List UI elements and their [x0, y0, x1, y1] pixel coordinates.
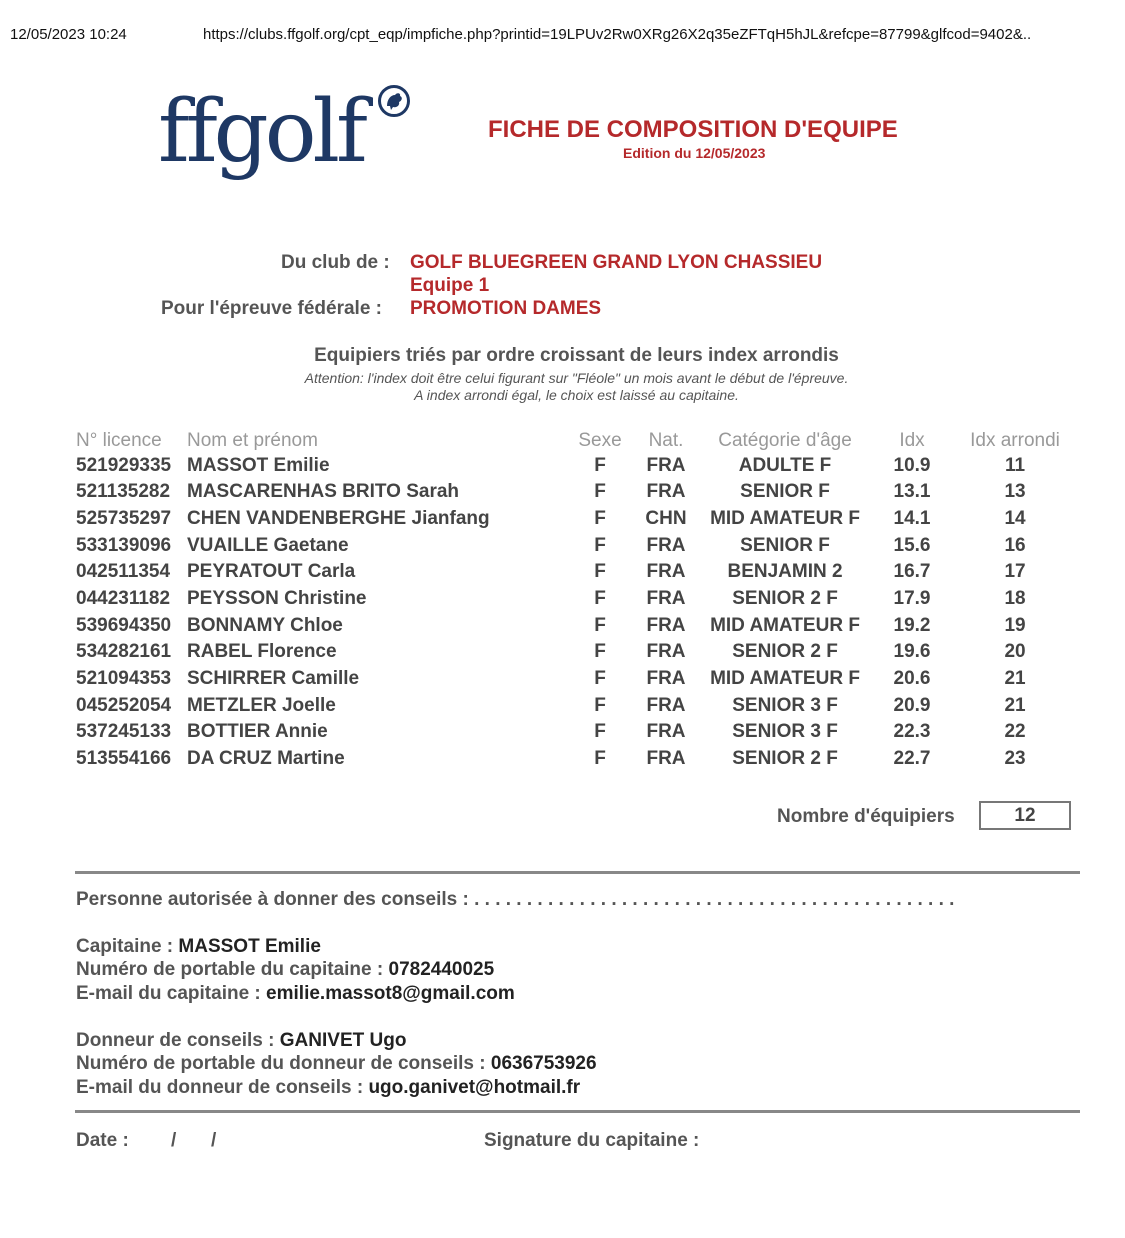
- player-name: MASCARENHAS BRITO Sarah: [187, 481, 460, 502]
- footer-divider: [75, 1110, 1080, 1113]
- licence-number: 539694350: [76, 615, 172, 636]
- captain-phone-label: Numéro de portable du capitaine :: [76, 959, 384, 980]
- captain-name: MASSOT Emilie: [178, 936, 321, 957]
- licence-number: 525735297: [76, 508, 172, 529]
- table-row: 534282161 RABEL Florence F FRA SENIOR 2 F 19.6 20: [76, 641, 1026, 662]
- player-name: PEYRATOUT Carla: [187, 561, 356, 582]
- player-name: MASSOT Emilie: [187, 455, 330, 476]
- coach-email-label: E-mail du donneur de conseils :: [76, 1077, 364, 1098]
- date-slash: /: [171, 1130, 177, 1151]
- coach-email: ugo.ganivet@hotmail.fr: [368, 1077, 581, 1098]
- advice-person-line: Personne autorisée à donner des conseils : . . . . . . . . . . . . . . . . . . . . . . . . . . . . . . . . . . . . . . . . . . . . . .: [76, 889, 955, 910]
- table-row: 513554166 DA CRUZ Martine F FRA SENIOR 2 F 22.7 23: [76, 748, 1026, 769]
- signature-label: Signature du capitaine :: [484, 1130, 700, 1151]
- coach-email-line: [76, 1077, 580, 1099]
- header-name: Nom et prénom: [187, 430, 318, 451]
- team-name: Equipe 1: [410, 275, 490, 296]
- date-label: Date :: [76, 1130, 129, 1151]
- player-count-value: 12: [979, 801, 1071, 830]
- tie-note: A index arrondi égal, le choix est laissé au capitaine.: [414, 387, 739, 403]
- table-row: 539694350 BONNAMY Chloe F FRA MID AMATEUR F 19.2 19: [76, 615, 1026, 636]
- edition-date: Edition du 12/05/2023: [623, 145, 766, 161]
- date-slash: /: [211, 1130, 217, 1151]
- coach-phone-label: Numéro de portable du donneur de conseils :: [76, 1053, 486, 1074]
- licence-number: 534282161: [76, 641, 172, 662]
- licence-number: 513554166: [76, 748, 172, 769]
- coach-name-label: Donneur de conseils :: [76, 1030, 275, 1051]
- event-label: Pour l'épreuve fédérale :: [161, 298, 382, 319]
- coach-name-line: [76, 1030, 406, 1052]
- table-row: 525735297 CHEN VANDENBERGHE Jianfang F CHN MID AMATEUR F 14.1 14: [76, 508, 1026, 529]
- licence-number: 521135282: [76, 481, 171, 502]
- licence-number: 521094353: [76, 668, 172, 689]
- print-datetime: 12/05/2023 10:24: [10, 26, 127, 43]
- captain-email: emilie.massot8@gmail.com: [266, 983, 515, 1004]
- club-name: GOLF BLUEGREEN GRAND LYON CHASSIEU: [410, 252, 823, 273]
- captain-email-line: [76, 983, 515, 1005]
- player-name: METZLER Joelle: [187, 695, 336, 716]
- coach-phone: 0636753926: [490, 1053, 597, 1074]
- player-name: RABEL Florence: [187, 641, 337, 662]
- table-row: 521135282 MASCARENHAS BRITO Sarah F FRA SENIOR F 13.1 13: [76, 481, 1026, 502]
- licence-number: 042511354: [76, 561, 171, 582]
- player-name: PEYSSON Christine: [187, 588, 367, 609]
- coach-phone-line: [76, 1053, 597, 1075]
- licence-number: 044231182: [76, 588, 171, 609]
- licence-number: 537245133: [76, 721, 172, 742]
- player-name: CHEN VANDENBERGHE Jianfang: [187, 508, 490, 529]
- captain-phone-line: [76, 959, 494, 981]
- table-row: 521929335 MASSOT Emilie F FRA ADULTE F 10.9 11: [76, 455, 1026, 476]
- captain-phone: 0782440025: [388, 959, 495, 980]
- licence-number: 533139096: [76, 535, 172, 556]
- document-title: FICHE DE COMPOSITION D'EQUIPE: [488, 116, 898, 143]
- section-divider: [75, 871, 1080, 874]
- captain-email-label: E-mail du capitaine :: [76, 983, 261, 1004]
- player-name: DA CRUZ Martine: [187, 748, 345, 769]
- player-name: SCHIRRER Camille: [187, 668, 360, 689]
- header-licence: N° licence: [76, 430, 162, 451]
- table-row: 044231182 PEYSSON Christine F FRA SENIOR 2 F 17.9 18: [76, 588, 1026, 609]
- captain-name-label: Capitaine :: [76, 936, 174, 957]
- index-note: Attention: l'index doit être celui figurant sur "Fléole" un mois avant le début de l'épreuve.: [304, 370, 849, 386]
- logo-wordmark: ffgolf: [158, 82, 364, 182]
- ffgolf-logo: [158, 82, 428, 202]
- player-name: BONNAMY Chloe: [187, 615, 343, 636]
- captain-name-line: [76, 936, 321, 958]
- licence-number: 521929335: [76, 455, 172, 476]
- event-name: PROMOTION DAMES: [410, 298, 602, 319]
- table-row: 521094353 SCHIRRER Camille F FRA MID AMATEUR F 20.6 21: [76, 668, 1026, 689]
- rooster-icon: [377, 84, 411, 118]
- player-name: BOTTIER Annie: [187, 721, 328, 742]
- licence-number: 045252054: [76, 695, 172, 716]
- table-row: 537245133 BOTTIER Annie F FRA SENIOR 3 F 22.3 22: [76, 721, 1026, 742]
- table-row: 042511354 PEYRATOUT Carla F FRA BENJAMIN 2 16.7 17: [76, 561, 1026, 582]
- print-url: https://clubs.ffgolf.org/cpt_eqp/impfiche.php?printid=19LPUv2Rw0XRg26X2q35eZFTqH5hJL&refcpe=87799&glfcod=9402&..: [203, 26, 1032, 43]
- player-name: VUAILLE Gaetane: [187, 535, 349, 556]
- table-row: 045252054 METZLER Joelle F FRA SENIOR 3 F 20.9 21: [76, 695, 1026, 716]
- table-row: 533139096 VUAILLE Gaetane F FRA SENIOR F 15.6 16: [76, 535, 1026, 556]
- club-label: Du club de :: [281, 252, 390, 273]
- player-count-label: Nombre d'équipiers: [777, 806, 955, 827]
- coach-name: GANIVET Ugo: [279, 1030, 407, 1051]
- list-heading: Equipiers triés par ordre croissant de leurs index arrondis: [314, 345, 839, 366]
